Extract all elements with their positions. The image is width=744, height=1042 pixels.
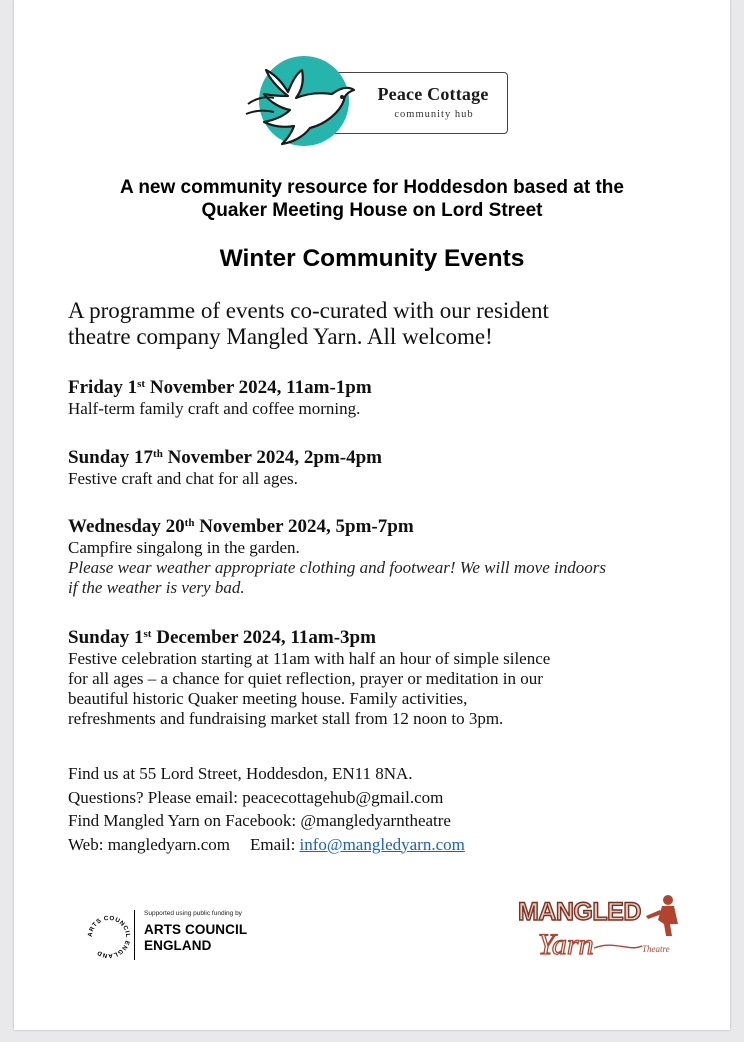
event-1 (68, 377, 698, 419)
yarn-word: Yarn (538, 928, 594, 961)
intro-line-2: theatre company Mangled Yarn. All welcome! (68, 324, 493, 349)
event-description-line-4: refreshments and fundraising market stall from 12 noon to 3pm. (68, 709, 504, 728)
event-description: Half-term family craft and coffee morning. (68, 399, 361, 418)
event-2 (68, 447, 698, 489)
arts-council-seal-icon (84, 912, 134, 962)
arts-council-logo (84, 908, 284, 968)
arts-council-divider (134, 910, 135, 960)
headline-line-1: A new community resource for Hoddesdon based at the (120, 177, 624, 198)
event-date-rest: December 2024, 11am-3pm (151, 627, 376, 648)
email-link[interactable]: info@mangledyarn.com (299, 834, 465, 854)
dove-icon (244, 52, 374, 148)
arts-council-line-2: ENGLAND (144, 938, 212, 953)
event-date-rest: November 2024, 11am-1pm (145, 377, 372, 398)
intro-line-1: A programme of events co-curated with our resident (68, 298, 549, 323)
event-date (68, 377, 698, 399)
arts-council-supported: Supported using public funding by (144, 910, 242, 917)
event-date (68, 447, 698, 469)
contact-facebook: Find Mangled Yarn on Facebook: @mangledyarntheatre (68, 811, 451, 830)
contact-address: Find us at 55 Lord Street, Hoddesdon, EN11 8NA. (68, 764, 413, 783)
contact-email-label: Email: (249, 834, 300, 854)
event-description: Campfire singalong in the garden. (68, 538, 300, 557)
contact-web: Web: mangledyarn.com (68, 834, 230, 854)
event-day: Sunday 1 (68, 627, 144, 648)
flyer-page (14, 0, 730, 1030)
event-day-suffix: th (184, 517, 195, 529)
event-day: Wednesday 20 (68, 516, 185, 537)
event-description-line-2: for all ages – a chance for quiet reflection, prayer or meditation in our (68, 669, 543, 688)
contact-web-line (68, 833, 698, 857)
logo-subtitle: community hub (394, 109, 474, 120)
events-title: Winter Community Events (219, 245, 525, 272)
event-date-rest: November 2024, 5pm-7pm (194, 516, 414, 537)
event-description-line-1: Festive celebration starting at 11am with half an hour of simple silence (68, 649, 551, 668)
headline-line-2: Quaker Meeting House on Lord Street (201, 200, 543, 221)
event-date (68, 627, 698, 649)
event-day-suffix: st (143, 628, 152, 640)
event-description: Festive craft and chat for all ages. (68, 469, 298, 488)
seal-text: ARTS COUNCIL ENGLAND (86, 914, 132, 960)
peace-cottage-logo (244, 52, 526, 148)
contact-info (68, 762, 698, 856)
intro-text (68, 298, 688, 350)
logo-name: Peace Cottage (377, 84, 489, 104)
event-description-line-3: beautiful historic Quaker meeting house. Family activities, (68, 689, 468, 708)
mangled-yarn-logo (514, 890, 686, 970)
event-4 (68, 627, 698, 729)
mangled-word: MANGLED (518, 898, 641, 926)
headline (54, 176, 690, 222)
svg-text:ARTS COUNCIL ENGLAND (87, 915, 131, 959)
figure-icon (646, 895, 678, 936)
event-note-line-2: if the weather is very bad. (68, 578, 245, 597)
event-date (68, 516, 698, 538)
event-day-suffix: st (137, 378, 146, 390)
event-note-line-1: Please wear weather appropriate clothing and footwear! We will move indoors (68, 558, 606, 577)
event-3 (68, 516, 698, 598)
contact-questions: Questions? Please email: peacecottagehub@gmail.com (68, 787, 444, 807)
event-date-rest: November 2024, 2pm-4pm (162, 447, 382, 468)
theatre-word: Theatre (642, 944, 670, 954)
event-day: Sunday 17 (68, 447, 154, 468)
arts-council-line-1: ARTS COUNCIL (144, 922, 248, 937)
event-day: Friday 1 (68, 377, 138, 398)
event-day-suffix: th (153, 448, 163, 460)
